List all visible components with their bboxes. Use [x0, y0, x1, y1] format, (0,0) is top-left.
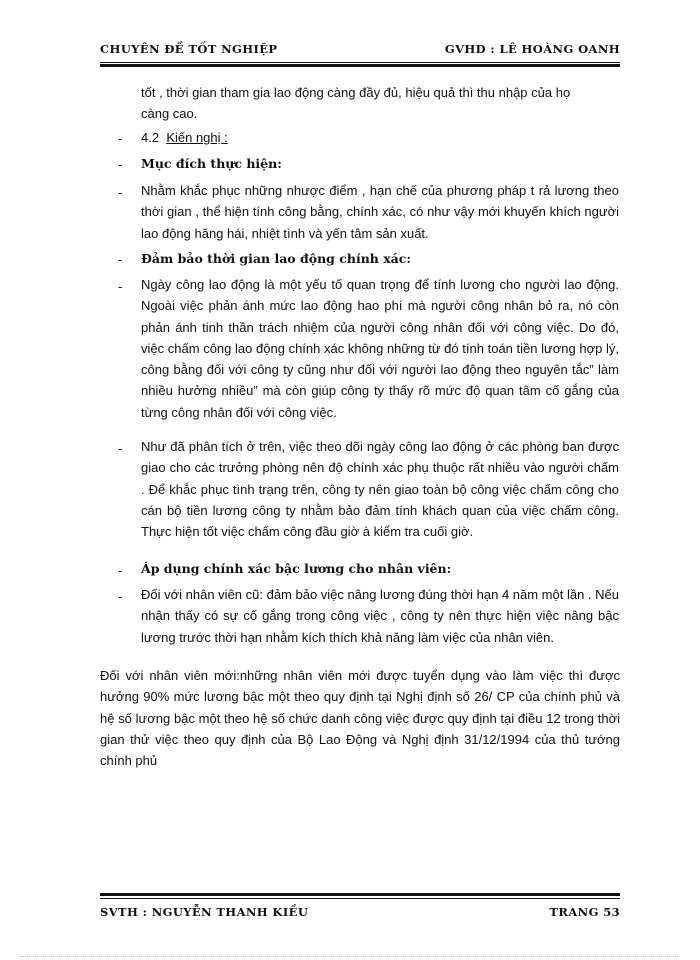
subheading-purpose: Mục đích thực hiện:	[141, 156, 282, 171]
footer-rule-thin	[100, 898, 620, 899]
footer-rule-thick	[100, 893, 620, 896]
bullet-dash: -	[118, 157, 123, 172]
header-topic: CHUYÊN ĐỀ TỐT NGHIỆP	[100, 42, 278, 56]
continuation-line-2: càng cao.	[141, 106, 198, 121]
bullet-dash: -	[118, 252, 123, 267]
bullet-dash: -	[118, 563, 123, 578]
section-title: Kiến nghị :	[166, 130, 228, 145]
bullet-dash: -	[118, 131, 123, 146]
continuation-line-1: tốt , thời gian tham gia lao động càng đầy đủ, hiệu quả thì thu nhập của họ	[141, 85, 571, 100]
subheading-salary-grade: Áp dụng chính xác bậc lương cho nhân viên:	[141, 561, 452, 576]
paragraph-new-staff: Đối với nhân viên mới:những nhân viên mới được tuyển dụng vào làm việc thì được hưởng 90% mức lương bậc một theo quy định tại Nghị định số 26/ CP của chính phủ và hệ số lương bậc một theo hệ số chức danh công việc được quy định tại điều 12 trong thời gian thử việc theo quy định của Bộ Lao Động và Nghị định 31/12/1994 của thủ tướng chính phủ	[100, 668, 620, 769]
subheading-worktime: Đảm bảo thời gian lao động chính xác:	[141, 251, 412, 266]
section-number: 4.2	[141, 130, 160, 145]
section-heading	[141, 127, 619, 148]
bullet-dash: -	[118, 441, 123, 456]
header-rule-thick	[100, 64, 620, 67]
header-rule-thin	[100, 62, 620, 63]
paragraph-workdays: Ngày công lao động là một yếu tố quan trọng để tính lương cho người lao động. Ngoài việc phản ánh mức lao động hao phí mà người công nhân bỏ ra, nó còn phản ánh tinh thần trách nhiệm của người công nhân đối với công việc. Do đó, việc chấm công lao động chính xác không những từ đó tính toán tiền lương hợp lý, công bằng đối với công ty cũng như đối với người lao động theo nguyên tắc” làm nhiều hưởng nhiều” mà còn giúp công ty thấy rõ mức độ quan tâm cố gắng của từng công nhân đối với công việc.	[141, 277, 619, 420]
page-footer	[100, 905, 620, 923]
paragraph-timekeeping: Như đã phân tích ở trên, việc theo dõi ngày công lao động ở các phòng ban được giao cho các trưởng phòng nên độ chính xác phụ thuộc rất nhiều vào người chấm . Để khắc phục tình trạng trên, công ty nên giao toàn bộ công việc chấm công cho cán bộ tiền lương công ty nhằm bảo đảm tính khách quan của việc chấm công. Thực hiện tốt việc chấm công đầu giờ à kiểm tra cuối giờ.	[141, 439, 619, 540]
footer-student: SVTH : NGUYỄN THANH KIỀU	[100, 905, 309, 919]
page-bottom-dotted-line	[20, 956, 680, 957]
bullet-dash: -	[118, 185, 123, 200]
bullet-dash: -	[118, 589, 123, 604]
header-advisor: GVHD : LÊ HOÀNG OANH	[444, 42, 620, 56]
paragraph-existing-staff: Đối với nhân viên cũ: đảm bảo việc nâng lương đúng thời hạn 4 năm một lần . Nếu nhận thấy có sự cố gắng trong công việc , công ty nên thực hiện việc nâng bậc lương trước thời hạn nhằm kích thích khả năng làm việc của nhân viên.	[141, 587, 619, 645]
bullet-dash: -	[118, 279, 123, 294]
page-header	[100, 42, 620, 60]
paragraph-purpose: Nhằm khắc phục những nhược điểm , hạn chế của phương pháp t rả lương theo thời gian , thể hiện tính công bằng, chính xác, có như vậy mới khuyến khích người lao động hăng hái, nhiệt tình và yến tâm sản xuất.	[141, 183, 619, 241]
page-number: TRANG 53	[549, 905, 620, 919]
